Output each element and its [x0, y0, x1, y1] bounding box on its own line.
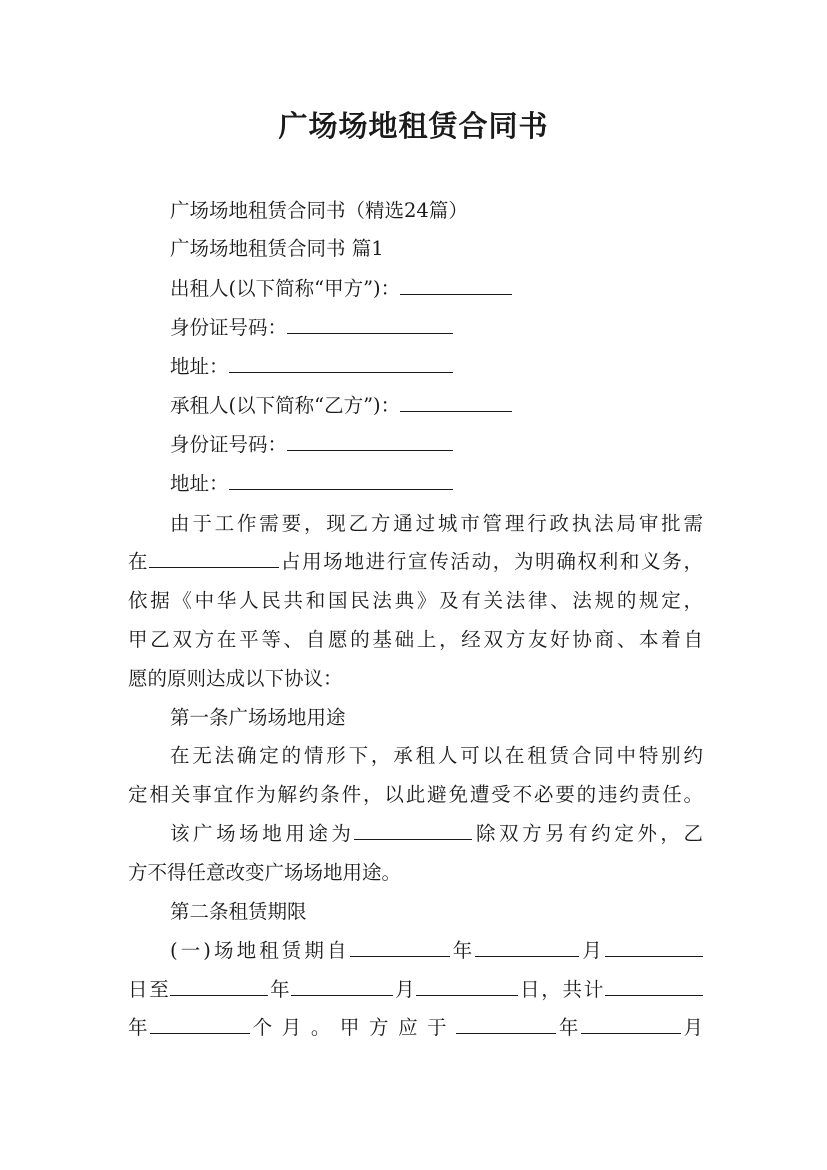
- address-blank: [229, 471, 453, 490]
- lessee-label: 承租人(以下简称“乙方”)：: [170, 394, 401, 417]
- paragraph-line: 在无法确定的情形下，承租人可以在租赁合同中特别约: [170, 744, 703, 767]
- address-label: 地址：: [170, 355, 229, 378]
- paragraph-line: 定相关事宜作为解约条件，以此避免遭受不必要的违约责任。: [128, 783, 703, 806]
- lessor-id-line: [170, 314, 703, 342]
- paragraph-line: 愿的原则达成以下协议：: [128, 667, 343, 690]
- usage-blank: [354, 821, 472, 840]
- lessee-address-line: [170, 470, 703, 498]
- date-blank: [456, 1015, 556, 1034]
- lessor-line: [170, 275, 703, 303]
- months-blank: [150, 1015, 250, 1034]
- lessee-blank: [400, 393, 512, 412]
- paragraph-line: 年 个月。甲方应于 年 月: [128, 1016, 703, 1039]
- paragraph-line: 甲乙双方在平等、自愿的基础上，经双方友好协商、本着自: [128, 628, 703, 651]
- lessee-id-line: [170, 431, 703, 459]
- id-label: 身份证号码：: [170, 316, 288, 339]
- article-heading: 第二条租赁期限: [170, 900, 307, 923]
- paragraph-line: 依据《中华人民共和国民法典》及有关法律、法规的规定，: [128, 589, 703, 612]
- id-label: 身份证号码：: [170, 433, 288, 456]
- months-blank: [605, 977, 703, 996]
- paragraph-line: 该广场场地用途为 除双方另有约定外，乙: [170, 822, 703, 845]
- date-blank: [475, 938, 579, 957]
- date-blank: [416, 977, 518, 996]
- date-blank: [291, 977, 393, 996]
- lessor-label: 出租人(以下简称“甲方”)：: [170, 277, 401, 300]
- date-blank: [605, 938, 703, 957]
- address-blank: [229, 354, 453, 373]
- document-title: 广场场地租赁合同书: [278, 109, 549, 143]
- paragraph-line: 在 占用场地进行宣传活动，为明确权利和义务，: [128, 550, 703, 573]
- location-blank: [149, 549, 279, 568]
- id-blank: [287, 315, 453, 334]
- paragraph-line: 日至 年 月 日，共计: [128, 976, 703, 1004]
- subtitle: 广场场地租赁合同书（精选24篇）: [170, 199, 468, 222]
- lessor-address-line: [170, 353, 703, 381]
- paragraph-line: 方不得任意改变广场场地用途。: [128, 861, 402, 884]
- id-blank: [287, 432, 453, 451]
- date-blank: [350, 938, 450, 957]
- paragraph-line: 由于工作需要，现乙方通过城市管理行政执法局审批需: [170, 512, 703, 535]
- lessor-blank: [400, 276, 512, 295]
- date-blank: [170, 977, 268, 996]
- address-label: 地址：: [170, 472, 229, 495]
- section-heading: 广场场地租赁合同书 篇1: [170, 237, 384, 260]
- date-blank: [581, 1015, 681, 1034]
- article-heading: 第一条广场场地用途: [170, 706, 346, 729]
- lessee-line: [170, 392, 703, 420]
- paragraph-line: (一)场地租赁期自 年 月: [170, 937, 703, 965]
